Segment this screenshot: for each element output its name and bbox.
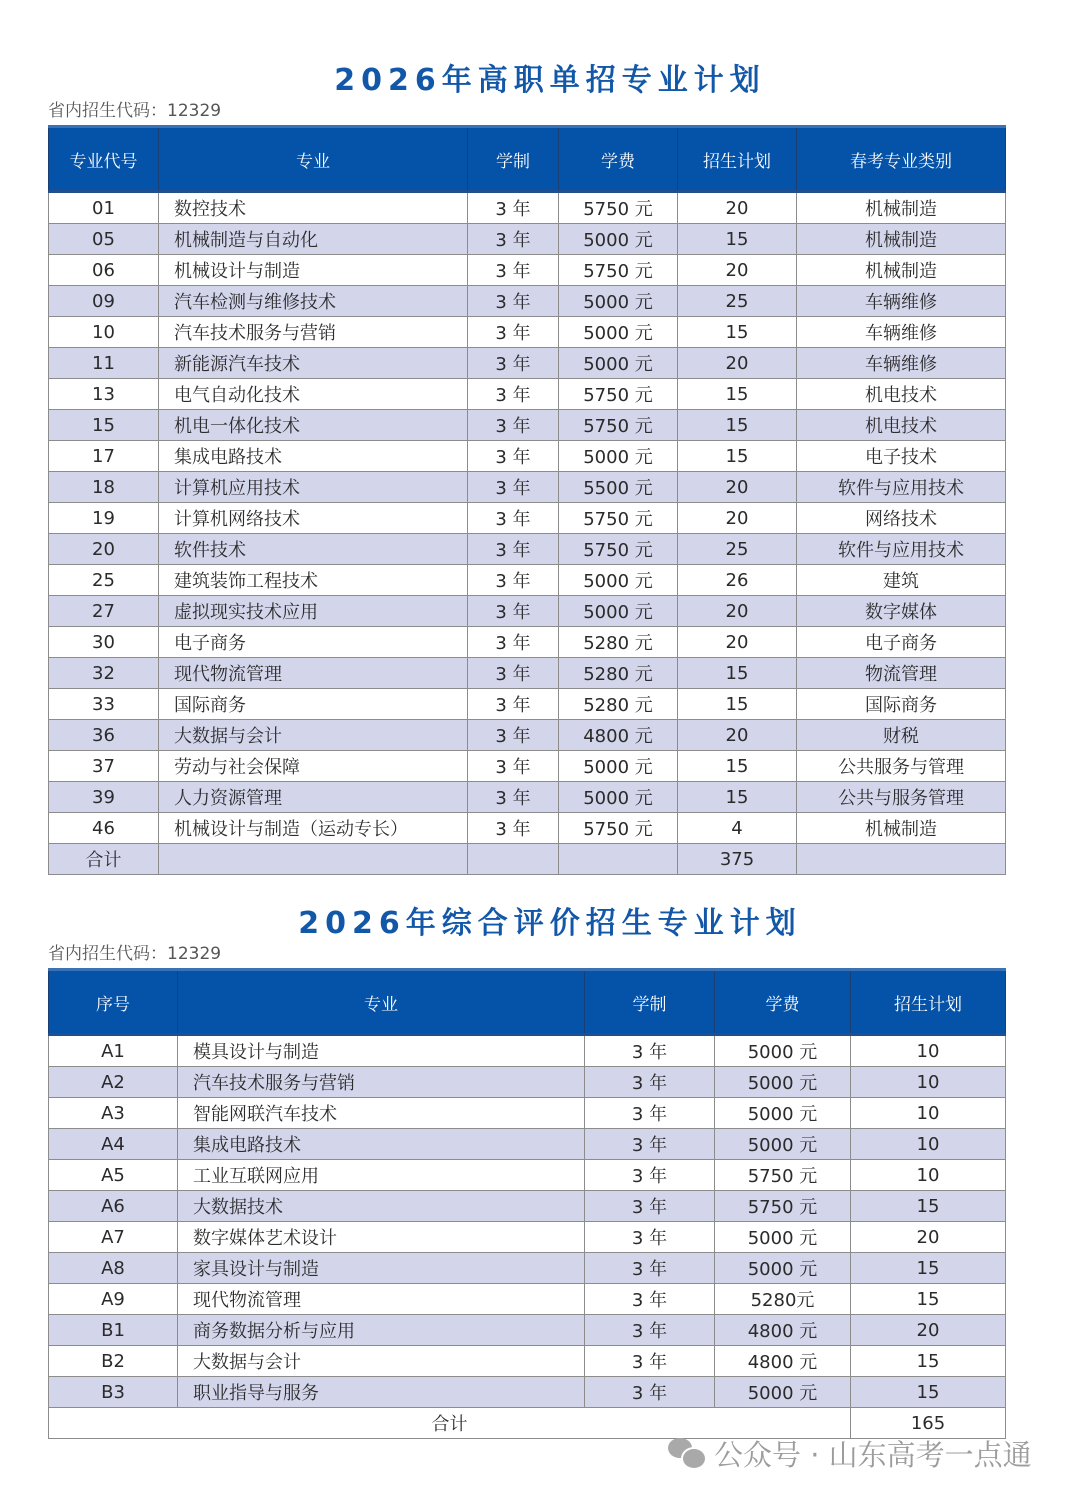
table2-title: 2026年综合评价招生专业计划 <box>298 906 802 941</box>
table-cell: 机械制造 <box>797 192 1006 224</box>
table-cell: 虚拟现实技术应用 <box>159 596 468 627</box>
table-cell: 20 <box>678 596 797 627</box>
table-cell: 工业互联网应用 <box>178 1160 585 1191</box>
table-cell: 19 <box>49 503 159 534</box>
total-value: 375 <box>678 844 797 875</box>
table-cell: 37 <box>49 751 159 782</box>
table-cell: A2 <box>49 1067 178 1098</box>
table-cell: 27 <box>49 596 159 627</box>
table-cell: 5750 元 <box>559 503 678 534</box>
table-cell: 5750 元 <box>715 1160 851 1191</box>
table-row <box>49 472 1006 503</box>
total-label: 合计 <box>49 844 159 875</box>
table-row <box>49 1067 1006 1098</box>
table-cell: 15 <box>851 1253 1006 1284</box>
table-cell: 机械制造 <box>797 224 1006 255</box>
table-cell: 3 年 <box>585 1160 715 1191</box>
header-enrollment-plan: 招生计划 <box>678 127 797 192</box>
table-cell: 财税 <box>797 720 1006 751</box>
table-cell: A7 <box>49 1222 178 1253</box>
table-cell: 06 <box>49 255 159 286</box>
table-cell: 33 <box>49 689 159 720</box>
table-cell: 电子技术 <box>797 441 1006 472</box>
table-cell: 大数据与会计 <box>159 720 468 751</box>
table-cell: 现代物流管理 <box>178 1284 585 1315</box>
empty-cell <box>559 844 678 875</box>
table-row <box>49 1129 1006 1160</box>
table-cell: 5750 元 <box>559 813 678 844</box>
table-cell: 3 年 <box>585 1377 715 1408</box>
table-row <box>49 255 1006 286</box>
table-cell: 5280 元 <box>559 689 678 720</box>
table-cell: 模具设计与制造 <box>178 1035 585 1067</box>
table-cell: 10 <box>851 1035 1006 1067</box>
table-cell: 车辆维修 <box>797 286 1006 317</box>
table-row <box>49 627 1006 658</box>
table-cell: 25 <box>49 565 159 596</box>
table-cell: 5000 元 <box>559 751 678 782</box>
table-cell: 15 <box>678 379 797 410</box>
table-cell: 3 年 <box>468 286 559 317</box>
table-row <box>49 1222 1006 1253</box>
table-cell: 5000 元 <box>559 224 678 255</box>
table-cell: 15 <box>678 441 797 472</box>
table-cell: 5280 元 <box>559 627 678 658</box>
table-cell: 26 <box>678 565 797 596</box>
table-cell: 3 年 <box>468 658 559 689</box>
table-row <box>49 503 1006 534</box>
table-cell: 大数据技术 <box>178 1191 585 1222</box>
table-cell: 20 <box>678 348 797 379</box>
table-cell: 车辆维修 <box>797 348 1006 379</box>
wechat-icon <box>668 1438 706 1470</box>
table-cell: 机械设计与制造（运动专长） <box>159 813 468 844</box>
table-cell: 3 年 <box>585 1222 715 1253</box>
table-cell: 15 <box>851 1377 1006 1408</box>
table-row <box>49 1098 1006 1129</box>
table-cell: 劳动与社会保障 <box>159 751 468 782</box>
table-cell: 数控技术 <box>159 192 468 224</box>
table-cell: 15 <box>678 658 797 689</box>
table1-title: 2026年高职单招专业计划 <box>334 63 766 98</box>
table-row <box>49 1191 1006 1222</box>
table-cell: 3 年 <box>585 1346 715 1377</box>
header-tuition: 学费 <box>715 970 851 1035</box>
table-cell: 5000 元 <box>559 782 678 813</box>
table-cell: 5000 元 <box>559 565 678 596</box>
header-spring-exam-category: 春考专业类别 <box>797 127 1006 192</box>
comprehensive-evaluation-plan-table <box>48 968 1006 1439</box>
table-cell: 4800 元 <box>559 720 678 751</box>
table-cell: 建筑装饰工程技术 <box>159 565 468 596</box>
table-header-row <box>49 970 1006 1035</box>
table-cell: 3 年 <box>468 720 559 751</box>
table-cell: 3 年 <box>585 1315 715 1346</box>
table-cell: 智能网联汽车技术 <box>178 1098 585 1129</box>
table-cell: 3 年 <box>468 782 559 813</box>
table-cell: 5000 元 <box>559 286 678 317</box>
table-cell: 46 <box>49 813 159 844</box>
table-cell: 3 年 <box>468 534 559 565</box>
table-cell: 3 年 <box>585 1284 715 1315</box>
table-cell: 电子商务 <box>159 627 468 658</box>
table-cell: 13 <box>49 379 159 410</box>
table-cell: 机械设计与制造 <box>159 255 468 286</box>
table-cell: 3 年 <box>468 410 559 441</box>
table-cell: 5000 元 <box>715 1377 851 1408</box>
table-cell: 01 <box>49 192 159 224</box>
table-cell: 25 <box>678 286 797 317</box>
table-cell: 汽车检测与维修技术 <box>159 286 468 317</box>
header-major: 专业 <box>178 970 585 1035</box>
table-cell: 15 <box>851 1284 1006 1315</box>
table-cell: 物流管理 <box>797 658 1006 689</box>
table-cell: 电子商务 <box>797 627 1006 658</box>
table-cell: 3 年 <box>585 1098 715 1129</box>
table-cell: 3 年 <box>468 627 559 658</box>
table-cell: 新能源汽车技术 <box>159 348 468 379</box>
table-cell: 国际商务 <box>797 689 1006 720</box>
table-row <box>49 348 1006 379</box>
table-cell: 10 <box>851 1067 1006 1098</box>
single-enrollment-plan-table <box>48 125 1006 875</box>
table-cell: A1 <box>49 1035 178 1067</box>
table2-enrollment-code: 省内招生代码：12329 <box>48 944 222 964</box>
table-cell: 商务数据分析与应用 <box>178 1315 585 1346</box>
table-cell: 5750 元 <box>559 379 678 410</box>
table-cell: 机电技术 <box>797 410 1006 441</box>
table-cell: 11 <box>49 348 159 379</box>
table-cell: 20 <box>678 503 797 534</box>
table-row <box>49 751 1006 782</box>
table-cell: 3 年 <box>468 596 559 627</box>
table-row <box>49 379 1006 410</box>
table-cell: 家具设计与制造 <box>178 1253 585 1284</box>
table-cell: A5 <box>49 1160 178 1191</box>
table-cell: 数字媒体 <box>797 596 1006 627</box>
empty-cell <box>468 844 559 875</box>
table-cell: 3 年 <box>468 317 559 348</box>
table-row <box>49 1315 1006 1346</box>
table-cell: 汽车技术服务与营销 <box>178 1067 585 1098</box>
table-cell: 15 <box>851 1346 1006 1377</box>
table-cell: 职业指导与服务 <box>178 1377 585 1408</box>
table-cell: 20 <box>851 1222 1006 1253</box>
table-cell: 3 年 <box>585 1067 715 1098</box>
table-cell: 软件技术 <box>159 534 468 565</box>
table-cell: 5000 元 <box>715 1129 851 1160</box>
table-cell: 09 <box>49 286 159 317</box>
table-cell: 20 <box>678 627 797 658</box>
table-cell: 20 <box>678 192 797 224</box>
table-cell: 3 年 <box>468 441 559 472</box>
table-cell: 20 <box>678 720 797 751</box>
table-cell: 17 <box>49 441 159 472</box>
watermark-text: 公众号 · 山东高考一点通 <box>714 1438 1032 1472</box>
table-cell: 4 <box>678 813 797 844</box>
table-cell: 10 <box>851 1160 1006 1191</box>
table-cell: A3 <box>49 1098 178 1129</box>
table-cell: 电气自动化技术 <box>159 379 468 410</box>
table-cell: 5000 元 <box>715 1067 851 1098</box>
table-cell: 机械制造 <box>797 255 1006 286</box>
table-cell: 机械制造与自动化 <box>159 224 468 255</box>
table-row <box>49 813 1006 844</box>
table-cell: B2 <box>49 1346 178 1377</box>
table-cell: 15 <box>851 1191 1006 1222</box>
watermark <box>668 1433 1032 1474</box>
total-row <box>49 844 1006 875</box>
table-cell: 4800 元 <box>715 1346 851 1377</box>
table-cell: 15 <box>678 782 797 813</box>
table-cell: 3 年 <box>468 813 559 844</box>
table-cell: 5750 元 <box>715 1191 851 1222</box>
table-cell: 3 年 <box>468 751 559 782</box>
table-cell: 5000 元 <box>715 1222 851 1253</box>
table-cell: 机械制造 <box>797 813 1006 844</box>
table-cell: 5000 元 <box>715 1098 851 1129</box>
table-cell: 大数据与会计 <box>178 1346 585 1377</box>
table-cell: 软件与应用技术 <box>797 534 1006 565</box>
table-row <box>49 441 1006 472</box>
table-cell: 39 <box>49 782 159 813</box>
table-cell: 3 年 <box>468 224 559 255</box>
table-cell: 3 年 <box>585 1253 715 1284</box>
table-cell: 20 <box>851 1315 1006 1346</box>
table-cell: 3 年 <box>468 503 559 534</box>
header-tuition: 学费 <box>559 127 678 192</box>
table-row <box>49 1160 1006 1191</box>
table-row <box>49 658 1006 689</box>
table-cell: 5000 元 <box>559 441 678 472</box>
table-cell: 5500 元 <box>559 472 678 503</box>
table-row <box>49 782 1006 813</box>
table-cell: 5000 元 <box>715 1253 851 1284</box>
table-cell: 3 年 <box>468 689 559 720</box>
table-cell: 3 年 <box>468 565 559 596</box>
table-cell: 15 <box>49 410 159 441</box>
table-cell: 汽车技术服务与营销 <box>159 317 468 348</box>
table-row <box>49 1284 1006 1315</box>
table-cell: 3 年 <box>585 1035 715 1067</box>
header-major: 专业 <box>159 127 468 192</box>
table-cell: A9 <box>49 1284 178 1315</box>
header-duration: 学制 <box>468 127 559 192</box>
table-cell: 30 <box>49 627 159 658</box>
table-cell: 3 年 <box>585 1191 715 1222</box>
table-cell: 3 年 <box>468 255 559 286</box>
table-cell: 公共与服务管理 <box>797 782 1006 813</box>
table-cell: 25 <box>678 534 797 565</box>
table-cell: 18 <box>49 472 159 503</box>
table-cell: 计算机应用技术 <box>159 472 468 503</box>
table-cell: 5000 元 <box>559 317 678 348</box>
total-value: 165 <box>851 1408 1006 1439</box>
table-header-row <box>49 127 1006 192</box>
table-row <box>49 1377 1006 1408</box>
table-cell: 5280 元 <box>559 658 678 689</box>
table-cell: 15 <box>678 224 797 255</box>
table-cell: 公共服务与管理 <box>797 751 1006 782</box>
table-cell: 3 年 <box>468 379 559 410</box>
table-cell: 10 <box>851 1129 1006 1160</box>
table-cell: 网络技术 <box>797 503 1006 534</box>
table-row <box>49 410 1006 441</box>
table-cell: 10 <box>851 1098 1006 1129</box>
total-label: 合计 <box>49 1408 851 1439</box>
table-row <box>49 1253 1006 1284</box>
table-row <box>49 1346 1006 1377</box>
table-cell: 20 <box>678 255 797 286</box>
empty-cell <box>159 844 468 875</box>
table-cell: 5750 元 <box>559 255 678 286</box>
table-cell: 20 <box>678 472 797 503</box>
table-cell: 计算机网络技术 <box>159 503 468 534</box>
table-cell: A6 <box>49 1191 178 1222</box>
table-cell: 5000 元 <box>559 596 678 627</box>
table-row <box>49 286 1006 317</box>
table-row <box>49 224 1006 255</box>
header-serial-number: 序号 <box>49 970 178 1035</box>
table-cell: 国际商务 <box>159 689 468 720</box>
table-cell: A4 <box>49 1129 178 1160</box>
header-enrollment-plan: 招生计划 <box>851 970 1006 1035</box>
table-cell: 车辆维修 <box>797 317 1006 348</box>
header-duration: 学制 <box>585 970 715 1035</box>
table-cell: 3 年 <box>468 472 559 503</box>
table-cell: 15 <box>678 410 797 441</box>
table-cell: 20 <box>49 534 159 565</box>
table-row <box>49 689 1006 720</box>
table-cell: 3 年 <box>468 192 559 224</box>
table-cell: 10 <box>49 317 159 348</box>
table-cell: 15 <box>678 689 797 720</box>
table-row <box>49 534 1006 565</box>
table1-enrollment-code: 省内招生代码：12329 <box>48 101 222 121</box>
table-cell: 机电一体化技术 <box>159 410 468 441</box>
table-cell: 人力资源管理 <box>159 782 468 813</box>
table-row <box>49 720 1006 751</box>
table-cell: 32 <box>49 658 159 689</box>
table-cell: 5750 元 <box>559 192 678 224</box>
table-cell: A8 <box>49 1253 178 1284</box>
table-cell: 5000 元 <box>715 1035 851 1067</box>
table-cell: 5280元 <box>715 1284 851 1315</box>
table-cell: 数字媒体艺术设计 <box>178 1222 585 1253</box>
table-cell: 集成电路技术 <box>178 1129 585 1160</box>
table-cell: 36 <box>49 720 159 751</box>
table-cell: 机电技术 <box>797 379 1006 410</box>
table-row <box>49 192 1006 224</box>
table-cell: 现代物流管理 <box>159 658 468 689</box>
table-cell: 4800 元 <box>715 1315 851 1346</box>
table-row <box>49 317 1006 348</box>
table-cell: 软件与应用技术 <box>797 472 1006 503</box>
table-row <box>49 1035 1006 1067</box>
table-row <box>49 565 1006 596</box>
header-major-code: 专业代号 <box>49 127 159 192</box>
table-cell: B3 <box>49 1377 178 1408</box>
table-cell: 3 年 <box>585 1129 715 1160</box>
table-cell: 5750 元 <box>559 410 678 441</box>
table-cell: 5000 元 <box>559 348 678 379</box>
table-cell: B1 <box>49 1315 178 1346</box>
table-cell: 集成电路技术 <box>159 441 468 472</box>
table-cell: 15 <box>678 751 797 782</box>
table-cell: 05 <box>49 224 159 255</box>
table-row <box>49 596 1006 627</box>
table-cell: 建筑 <box>797 565 1006 596</box>
table-cell: 5750 元 <box>559 534 678 565</box>
table-cell: 3 年 <box>468 348 559 379</box>
table-cell: 15 <box>678 317 797 348</box>
empty-cell <box>797 844 1006 875</box>
